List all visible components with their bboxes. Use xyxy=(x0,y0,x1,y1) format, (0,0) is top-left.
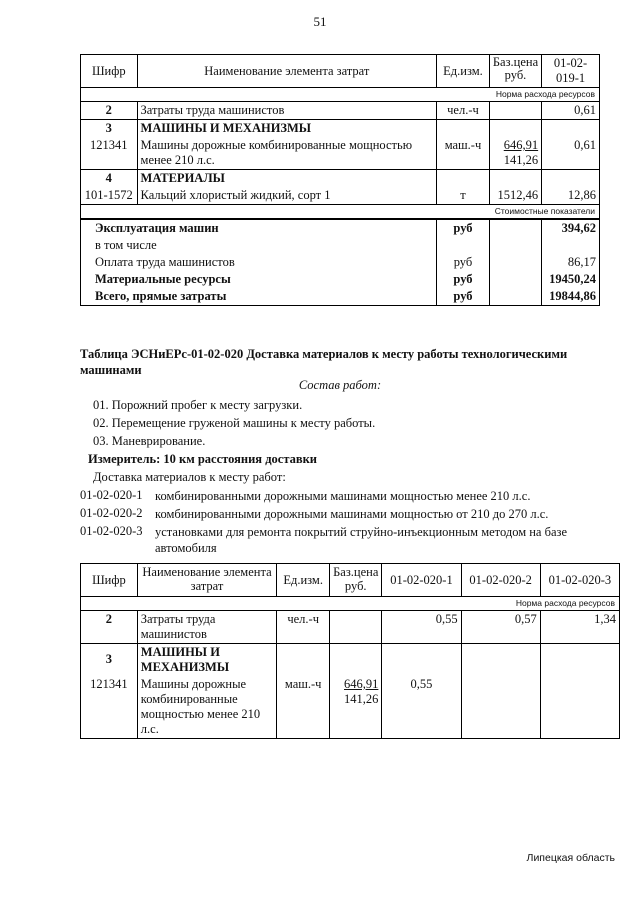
cost-name: Оплата труда машинистов xyxy=(81,254,437,271)
header-price: Баз.цена руб. xyxy=(489,55,541,88)
work-item: 02. Перемещение груженой машины к месту работы. xyxy=(93,416,376,430)
row-name: МАШИНЫ И МЕХАНИЗМЫ xyxy=(137,120,437,138)
norm-code: 01-02-020-1 xyxy=(80,488,143,502)
row-value: 12,86 xyxy=(542,187,600,205)
price-base: 646,91 xyxy=(344,677,379,691)
row-name: МАТЕРИАЛЫ xyxy=(137,170,437,188)
header-norm-code: 01-02-020-1 xyxy=(382,564,461,597)
row-unit: маш.-ч xyxy=(437,137,490,170)
measure: Измеритель: 10 км расстояния доставки xyxy=(88,452,318,466)
cost-value: 394,62 xyxy=(542,219,600,237)
norm-label: Норма расхода ресурсов xyxy=(81,88,600,102)
row-unit: т xyxy=(437,187,490,205)
norm-code-text: комбинированными дорожными машинами мощностью от 210 до 270 л.с. xyxy=(155,507,549,521)
header-norm-code: 01-02-019-1 xyxy=(542,55,600,88)
header-unit: Ед.изм. xyxy=(437,55,490,88)
norm-label: Норма расхода ресурсов xyxy=(81,597,620,611)
row-name: Машины дорожные комбинированные мощностью менее 210 л.с. xyxy=(137,137,437,170)
page-number: 51 xyxy=(313,14,327,29)
price-salary: 141,26 xyxy=(503,153,539,167)
cost-label: Стоимостные показатели xyxy=(81,205,600,220)
norm-code-text: установками для ремонта покрытий струйно-инъекционным методом на базе автомобиля xyxy=(155,525,567,555)
row-unit: чел.-ч xyxy=(437,102,490,120)
row-value: 0,61 xyxy=(542,137,600,170)
delivery-label: Доставка материалов к месту работ: xyxy=(93,470,286,484)
price-base: 646,91 xyxy=(503,138,539,152)
work-item: 03. Маневрирование. xyxy=(93,434,206,448)
row-code: 3 xyxy=(81,120,138,138)
row-value: 1,34 xyxy=(540,611,619,644)
cost-name: в том числе xyxy=(81,237,437,254)
row-code: 4 xyxy=(81,170,138,188)
cost-name: Материальные ресурсы xyxy=(81,271,437,288)
norm-code-text: комбинированными дорожными машинами мощностью менее 210 л.с. xyxy=(155,489,531,503)
cost-name: Всего, прямые затраты xyxy=(81,288,437,306)
cost-value: 86,17 xyxy=(542,254,600,271)
cost-unit: руб xyxy=(437,288,490,306)
row-value: 0,55 xyxy=(382,676,461,739)
row-code: 2 xyxy=(81,611,138,644)
resource-table-2 xyxy=(80,563,620,739)
norm-code: 01-02-020-2 xyxy=(80,506,143,520)
row-code: 121341 xyxy=(81,676,138,739)
row-value: 0,61 xyxy=(542,102,600,120)
row-name: Затраты труда машинистов xyxy=(137,102,437,120)
row-code: 2 xyxy=(81,102,138,120)
row-code: 101-1572 xyxy=(81,187,138,205)
section-title: Таблица ЭСНиЕРс-01-02-020 Доставка материалов к месту работы технологическими машинами xyxy=(80,347,568,377)
row-name: Кальций хлористый жидкий, сорт 1 xyxy=(137,187,437,205)
price-salary: 141,26 xyxy=(344,692,379,706)
footer-region: Липецкая область xyxy=(526,852,615,864)
row-unit: маш.-ч xyxy=(277,676,330,739)
header-code: Шифр xyxy=(81,55,138,88)
row-name: Затраты труда машинистов xyxy=(137,611,276,644)
header-name: Наименование элемента затрат xyxy=(137,55,437,88)
cost-value: 19844,86 xyxy=(542,288,600,306)
work-item: 01. Порожний пробег к месту загрузки. xyxy=(93,398,303,412)
cost-unit: руб xyxy=(437,271,490,288)
cost-name: Эксплуатация машин xyxy=(81,219,437,237)
row-code: 121341 xyxy=(81,137,138,170)
row-price: 1512,46 xyxy=(489,187,541,205)
row-value: 0,55 xyxy=(382,611,461,644)
resource-table-1 xyxy=(80,54,600,306)
header-name: Наименование элемента затрат xyxy=(137,564,276,597)
works-subtitle: Состав работ: xyxy=(298,378,382,392)
header-norm-code: 01-02-020-3 xyxy=(540,564,619,597)
header-unit: Ед.изм. xyxy=(277,564,330,597)
row-unit: чел.-ч xyxy=(277,611,330,644)
cost-unit: руб xyxy=(437,219,490,237)
row-name: Машины дорожные комбинированные мощностью менее 210 л.с. xyxy=(137,676,276,739)
cost-unit: руб xyxy=(437,254,490,271)
cost-value: 19450,24 xyxy=(542,271,600,288)
header-norm-code: 01-02-020-2 xyxy=(461,564,540,597)
norm-code: 01-02-020-3 xyxy=(80,524,143,538)
header-price: Баз.цена руб. xyxy=(330,564,382,597)
header-code: Шифр xyxy=(81,564,138,597)
row-name: МАШИНЫ И МЕХАНИЗМЫ xyxy=(137,644,276,677)
row-value: 0,57 xyxy=(461,611,540,644)
row-code: 3 xyxy=(81,644,138,677)
